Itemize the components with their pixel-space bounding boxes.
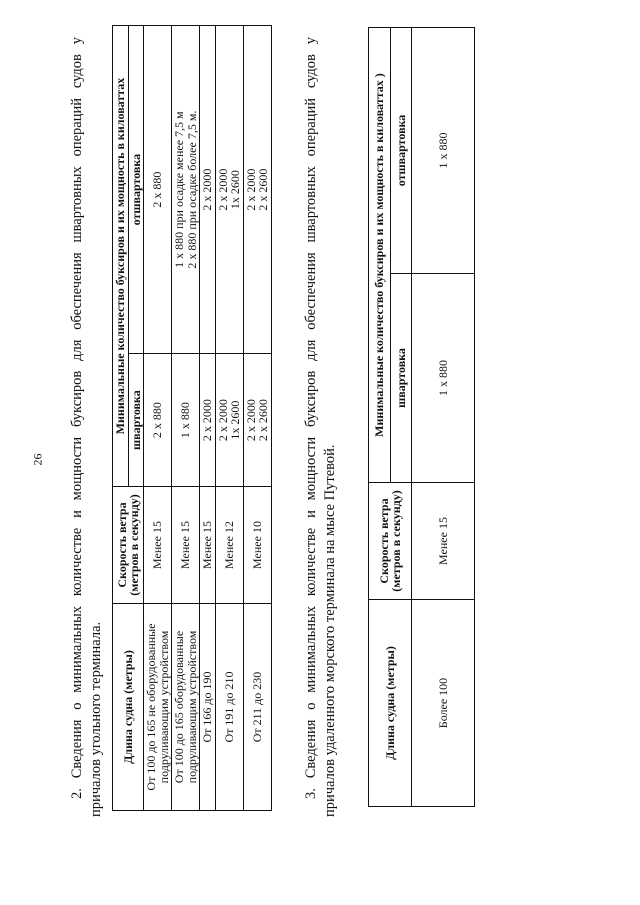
cell-mooring: 2 х 2000 xyxy=(200,354,216,487)
remote-terminal-tug-table xyxy=(368,27,475,807)
table-row xyxy=(172,26,200,811)
section-3-heading xyxy=(302,37,340,817)
table-row xyxy=(412,28,475,807)
section-2-heading-line1: 2. Сведения о минимальных количестве и мощности буксиров для обеспечения швартовных операций судов у xyxy=(69,37,85,799)
header-unmooring: отшвартовка xyxy=(390,28,412,274)
page-number: 26 xyxy=(30,453,45,466)
header-length: Длина судна (метры) xyxy=(113,604,144,811)
header-unmooring: отшвартовка xyxy=(128,26,144,354)
cell-unmooring: 2 х 2000 2 х 2600 xyxy=(243,26,271,354)
cell-wind: Менее 15 xyxy=(144,487,172,604)
coal-terminal-tug-table xyxy=(112,25,272,811)
cell-length: От 211 до 230 xyxy=(243,604,271,811)
cell-mooring: 1 х 880 xyxy=(172,354,200,487)
section-2-heading xyxy=(68,37,106,817)
cell-wind: Менее 15 xyxy=(172,487,200,604)
cell-length: Более 100 xyxy=(412,600,475,807)
header-mooring: швартовка xyxy=(128,354,144,487)
section-3-heading-line1: 3. Сведения о минимальных количестве и мощности буксиров для обеспечения швартовных операций судов у xyxy=(303,37,319,799)
cell-mooring: 2 х 880 xyxy=(144,354,172,487)
cell-unmooring: 1 х 880 xyxy=(412,28,475,274)
cell-length: От 100 до 165 оборудованные подруливающим устройством xyxy=(172,604,200,811)
cell-unmooring: 2 х 2000 1х 2600 xyxy=(215,26,243,354)
header-tugs: Минимальные количество буксиров и их мощность в киловаттах ) xyxy=(369,28,391,483)
cell-length: От 191 до 210 xyxy=(215,604,243,811)
cell-wind: Менее 10 xyxy=(243,487,271,604)
section-3-heading-line2: причалов удаленного морского терминала на мысе Путевой. xyxy=(322,444,338,817)
table-row xyxy=(144,26,172,811)
header-length: Длина судна (метры) xyxy=(369,600,412,807)
cell-mooring: 2 х 2000 2 х 2600 xyxy=(243,354,271,487)
cell-length: От 166 до 190 xyxy=(200,604,216,811)
cell-wind: Менее 15 xyxy=(412,483,475,600)
cell-unmooring: 1 х 880 при осадке менее 7,5 м 2 х 880 при осадке более 7,5 м. xyxy=(172,26,200,354)
section-2-heading-line2: причалов угольного терминала. xyxy=(88,621,104,817)
header-wind: Скорость ветра (метров в секунду) xyxy=(369,483,412,600)
cell-wind: Менее 15 xyxy=(200,487,216,604)
table-row xyxy=(215,26,243,811)
cell-unmooring: 2 х 2000 xyxy=(200,26,216,354)
table-row xyxy=(243,26,271,811)
header-mooring: швартовка xyxy=(390,273,412,482)
cell-mooring: 2 х 2000 1х 2600 xyxy=(215,354,243,487)
header-wind: Скорость ветра (метров в секунду) xyxy=(113,487,144,604)
table-row xyxy=(200,26,216,811)
header-tugs: Минимальные количество буксиров и их мощность в киловаттах xyxy=(113,26,129,487)
cell-unmooring: 2 х 880 xyxy=(144,26,172,354)
cell-mooring: 1 х 880 xyxy=(412,273,475,482)
cell-wind: Менее 12 xyxy=(215,487,243,604)
cell-length: От 100 до 165 не оборудованные подруливающим устройством xyxy=(144,604,172,811)
